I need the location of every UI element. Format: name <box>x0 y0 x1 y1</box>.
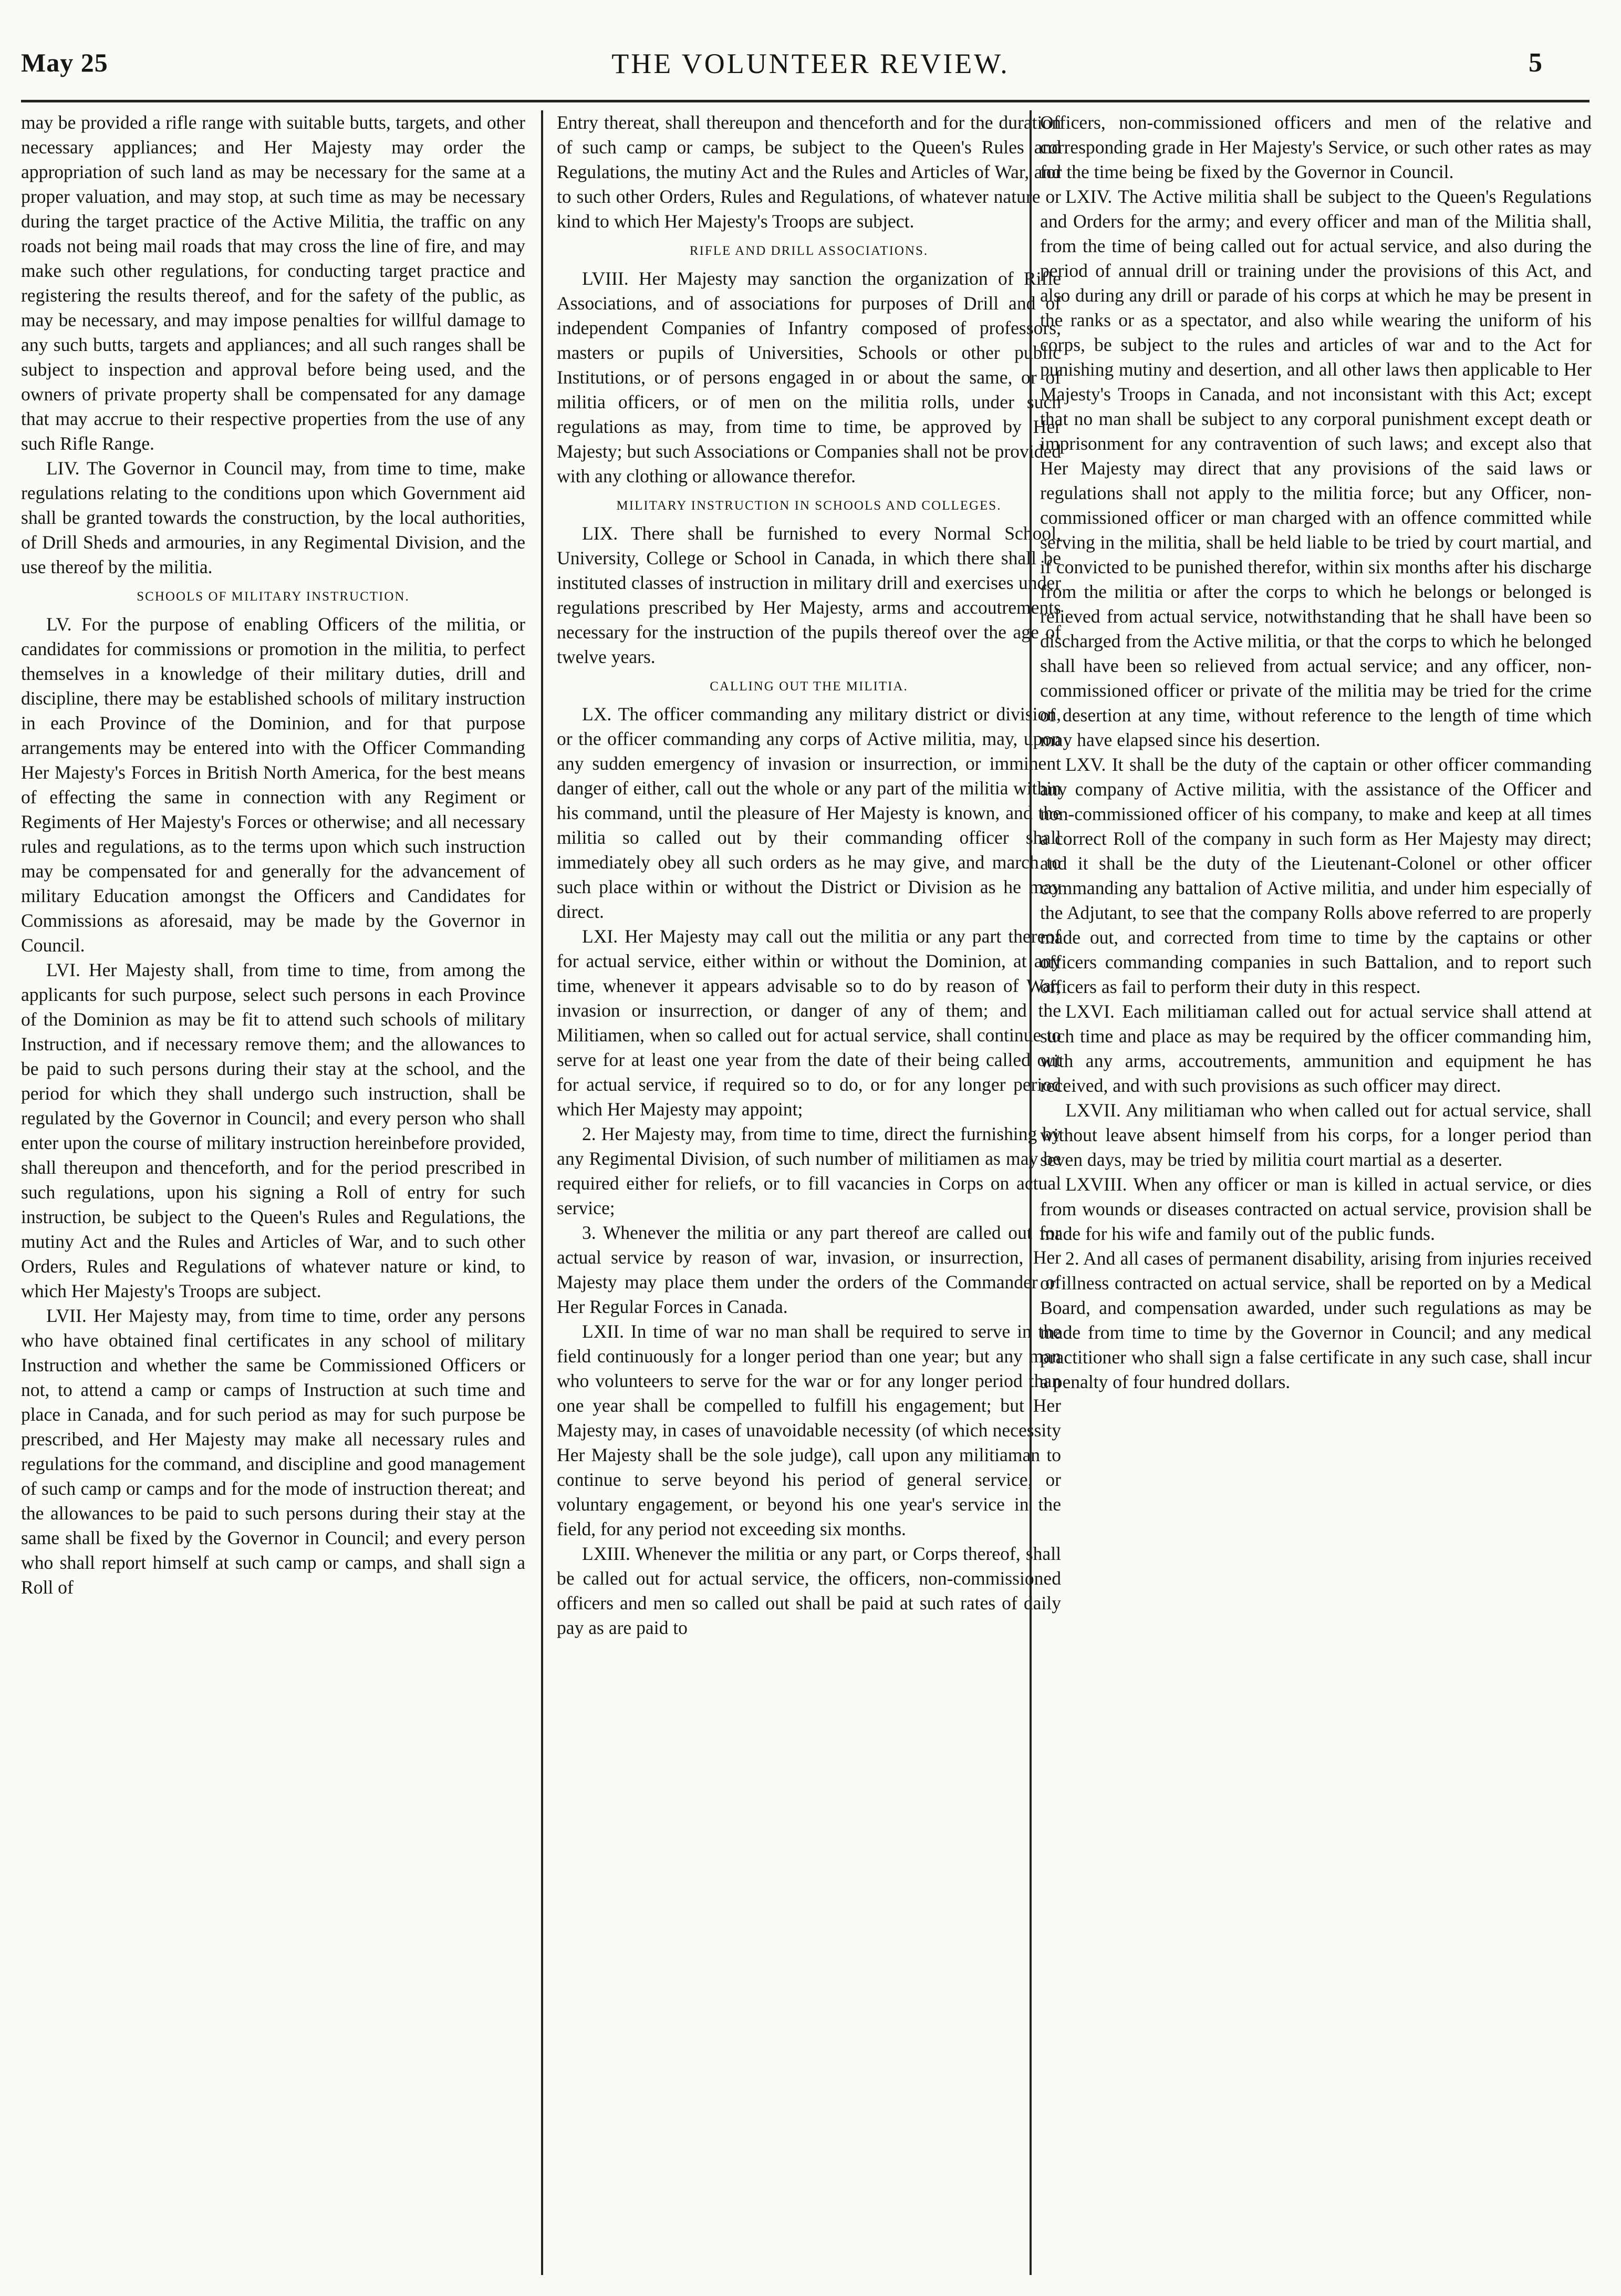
paragraph: LXII. In time of war no man shall be required to serve in the field continuously for a longer period than one year; but any man who volunteers to serve for the war or for any longer period than one year shall be compelled to fulfill his engagement; but Her Majesty may, in cases of unavoidable necessity (of which necessity Her Majesty shall be the sole judge), call upon any militiaman to continue to serve beyond his period of general service, or voluntary engagement, or beyond his one year's service in the field, for any period not exceeding six months. <box>557 1321 1061 1539</box>
paragraph: LV. For the purpose of enabling Officers of the militia, or candidates for commissions or promotion in the militia, to perfect themselves in a knowledge of their military duties, drill and discipline, there may be established schools of military instruction in each Province of the Dominion, and for that purpose arrangements may be entered into with the Officer Commanding Her Majesty's Forces in British North America, for the best means of effecting the same in connection with any Regiment or Regiments of Her Majesty's Forces or otherwise; and all necessary rules and regulations, as to the terms upon which such instruction may be compensated for and generally for the advancement of military Education amongst the Officers and Candidates for Commissions as aforesaid, may be made by the Governor in Council. <box>21 614 525 956</box>
paragraph: LXI. Her Majesty may call out the militia or any part thereof for actual service, either within or without the Dominion, at any time, whenever it appears advisable so to do by reason of War, invasion or insurrection, or danger of any of them; and the Militiamen, when so called out for actual service, shall continue to serve for at least one year from the date of their being called out for actual service, if required so to do, or for any longer period which Her Majesty may appoint; <box>557 926 1061 1120</box>
paragraph: Officers, non-commissioned officers and men of the relative and corresponding grade in Her Majesty's Service, or such other rates as may for the time being be fixed by the Governor in Council. <box>1040 112 1592 182</box>
publication-title: THE VOLUNTEER REVIEW. <box>611 48 1010 79</box>
paragraph: 2. Her Majesty may, from time to time, direct the furnishing by any Regimental Division, of such number of militiamen as may be required either for reliefs, or to fill vacancies in Corps on actual service; <box>557 1123 1061 1218</box>
paragraph: LIV. The Governor in Council may, from time to time, make regulations relating to the conditions upon which Government aid shall be granted towards the construction, by the local authorities, of Drill Sheds and armouries, in any Regimental Division, and the use thereof by the militia. <box>21 458 525 577</box>
paragraph: 2. And all cases of permanent disability, arising from injuries received or illness contracted on actual service, shall be reported on by a Medical Board, and compensation awarded, under such regulations as may be made from time to time by the Governor in Council; and any medical practitioner who shall sign a false certificate in any such case, shall incur a penalty of four hundred dollars. <box>1040 1248 1592 1392</box>
column-1 <box>21 110 525 2280</box>
section-heading: MILITARY INSTRUCTION IN SCHOOLS AND COLLEGES. <box>616 499 1002 513</box>
paragraph: 3. Whenever the militia or any part thereof are called out for actual service by reason of war, invasion, or insurrection, Her Majesty may place them under the orders of the Commander of Her Regular Forces in Canada. <box>557 1222 1061 1317</box>
paragraph: LIX. There shall be furnished to every Normal School, University, College or School in Canada, in which there shall be instituted classes of instruction in military drill and exercises under regulations prescribed by Her Majesty, arms and accoutrements necessary for the instruction of the pupils thereof over the age of twelve years. <box>557 523 1061 667</box>
paragraph: LXVII. Any militiaman who when called out for actual service, shall without leave absent himself from his corps, for a longer period than seven days, may be tried by militia court martial as a deserter. <box>1040 1100 1592 1170</box>
section-heading: RIFLE AND DRILL ASSOCIATIONS. <box>689 244 929 258</box>
paragraph: LVII. Her Majesty may, from time to time, order any persons who have obtained final certificates in any school of military Instruction and whether the same be Commissioned Officers or not, to attend a camp or camps of Instruction at such time and place in Canada, and for such period as may for such purpose be prescribed, and Her Majesty may make all necessary rules and regulations for the command, and discipline and good management of such camp or camps and for the mode of instruction thereat; and the allowances to be paid to such persons during their stay at the same shall be fixed by the Governor in Council; and every person who shall report himself at such camp or camps, and shall sign a Roll of <box>21 1305 525 1598</box>
section-heading: CALLING OUT THE MILITIA. <box>710 679 908 694</box>
paragraph: may be provided a rifle range with suitable butts, targets, and other necessary appliances; and Her Majesty may order the appropriation of such land as may be necessary for the same at a proper valuation, and may stop, at such time as may be necessary during the target practice of the Active Militia, the traffic on any roads not being mail roads that may cross the line of fire, and may make such other regulations, for conducting target practice and registering the results thereof, and for the safety of the public, as may be necessary, and may impose penalties for willful damage to any such butts, targets and appliances; and all such ranges shall be subject to inspection and approval before being used, and the owners of private property shall be compensated for any damage that may accrue to their respective properties from the use of any such Rifle Range. <box>21 112 525 454</box>
paragraph: LVIII. Her Majesty may sanction the organization of Rifle Associations, and of associations for purposes of Drill and of independent Companies of Infantry composed of professors, masters or pupils of Universities, Schools or other public Institutions, or of persons engaged in or about the same, or of militia officers, or of men on the militia rolls, under such regulations as may, from time to time, be approved by Her Majesty; but such Associations or Companies shall not be provided with any clothing or allowance therefor. <box>557 268 1061 487</box>
section-heading: SCHOOLS OF MILITARY INSTRUCTION. <box>137 589 410 604</box>
page-header <box>0 47 1621 95</box>
page-date: May 25 <box>21 48 108 77</box>
column-rule <box>1030 110 1032 2275</box>
page-number: 5 <box>1529 48 1542 78</box>
column-rule <box>541 110 543 2275</box>
paragraph: LXVI. Each militiaman called out for actual service shall attend at such time and place as may be required by the officer commanding him, with any arms, accoutrements, ammunition and equipment he has received, and with such provisions as such officer may direct. <box>1040 1001 1592 1096</box>
header-rule <box>21 100 1589 102</box>
column-3 <box>1040 110 1592 2280</box>
paragraph: LXVIII. When any officer or man is killed in actual service, or dies from wounds or diseases contracted on actual service, provision shall be made for his wife and family out of the public funds. <box>1040 1174 1592 1244</box>
paragraph: LXIII. Whenever the militia or any part, or Corps thereof, shall be called out for actual service, the officers, non-commissioned officers and men so called out shall be paid at such rates of daily pay as are paid to <box>557 1543 1061 1638</box>
paragraph: Entry thereat, shall thereupon and thenceforth and for the duration of such camp or camps, be subject to the Queen's Rules and Regulations, the mutiny Act and the Rules and Articles of War, and to such other Orders, Rules and Regulations, of whatever nature or kind to which Her Majesty's Troops are subject. <box>557 112 1061 232</box>
paragraph: LXIV. The Active militia shall be subject to the Queen's Regulations and Orders for the army; and every officer and man of the Militia shall, from the time of being called out for actual service, and also during the period of annual drill or training under the provisions of this Act, and also during any drill or parade of his corps at which he may be present in the ranks or as a spectator, and also while wearing the uniform of his corps, be subject to the rules and articles of war and to the Act for punishing mutiny and desertion, and all other laws then applicable to Her Majesty's Troops in Canada, and not inconsistant with this Act; except that no man shall be subject to any corporal punishment except death or imprisonment for any contravention of such laws; and except also that Her Majesty may direct that any provisions of the said laws or regulations shall not apply to the militia force; but any Officer, non-commissioned officer or man charged with an offence committed while serving in the militia, shall be held liable to be tried by court martial, and if convicted to be punished therefor, within six months after his discharge from the militia or after the corps to which he belongs or belonged is relieved from actual service, notwithstanding that he shall have been so discharged from the Active militia, or that the corps to which he belonged shall have been so relieved from actual service; and any officer, non-commissioned officer or private of the militia may be tried for the crime of desertion at any time, without reference to the length of time which may have elapsed since his desertion. <box>1040 186 1592 750</box>
paragraph: LX. The officer commanding any military district or division, or the officer commanding any corps of Active militia, may, upon any sudden emergency of invasion or insurrection, or imminent danger of either, call out the whole or any part of the militia within his command, until the pleasure of Her Majesty is known, and the militia so called out by their commanding officer shall immediately obey all such orders as he may give, and march to such place within or without the District or Division as he may direct. <box>557 704 1061 922</box>
paragraph: LVI. Her Majesty shall, from time to time, from among the applicants for such purpose, select such persons in each Province of the Dominion as may be fit to attend such schools of military Instruction, and if necessary remove them; and the allowances to be paid to such persons during their stay at the school, and the period for which they shall undergo such instruction, shall be regulated by the Governor in Council; and every person who shall enter upon the course of military instruction hereinbefore provided, shall thereupon and thenceforth, and for the period prescribed in such regulations, upon his signing a Roll of entry for such instruction, be subject to the Queen's Rules and Regulations, the mutiny Act and the Rules and Articles of War, and to such other Orders, Rules and Regulations of whatever nature or kind, to which Her Majesty's Troops are subject. <box>21 959 525 1301</box>
paragraph: LXV. It shall be the duty of the captain or other officer commanding any company of Active militia, with the assistance of the Officer and non-commissioned officer of his company, to make and keep at all times a correct Roll of the company in such form as Her Majesty may direct; and it shall be the duty of the Lieutenant-Colonel or other officer commanding any battalion of Active militia, and under him especially of the Adjutant, to see that the company Rolls above referred to are properly made out, and corrected from time to time by the captains or other officers commanding companies in such Battalion, and to report such officers as fail to perform their duty in this respect. <box>1040 754 1592 997</box>
column-2 <box>557 110 1061 2280</box>
